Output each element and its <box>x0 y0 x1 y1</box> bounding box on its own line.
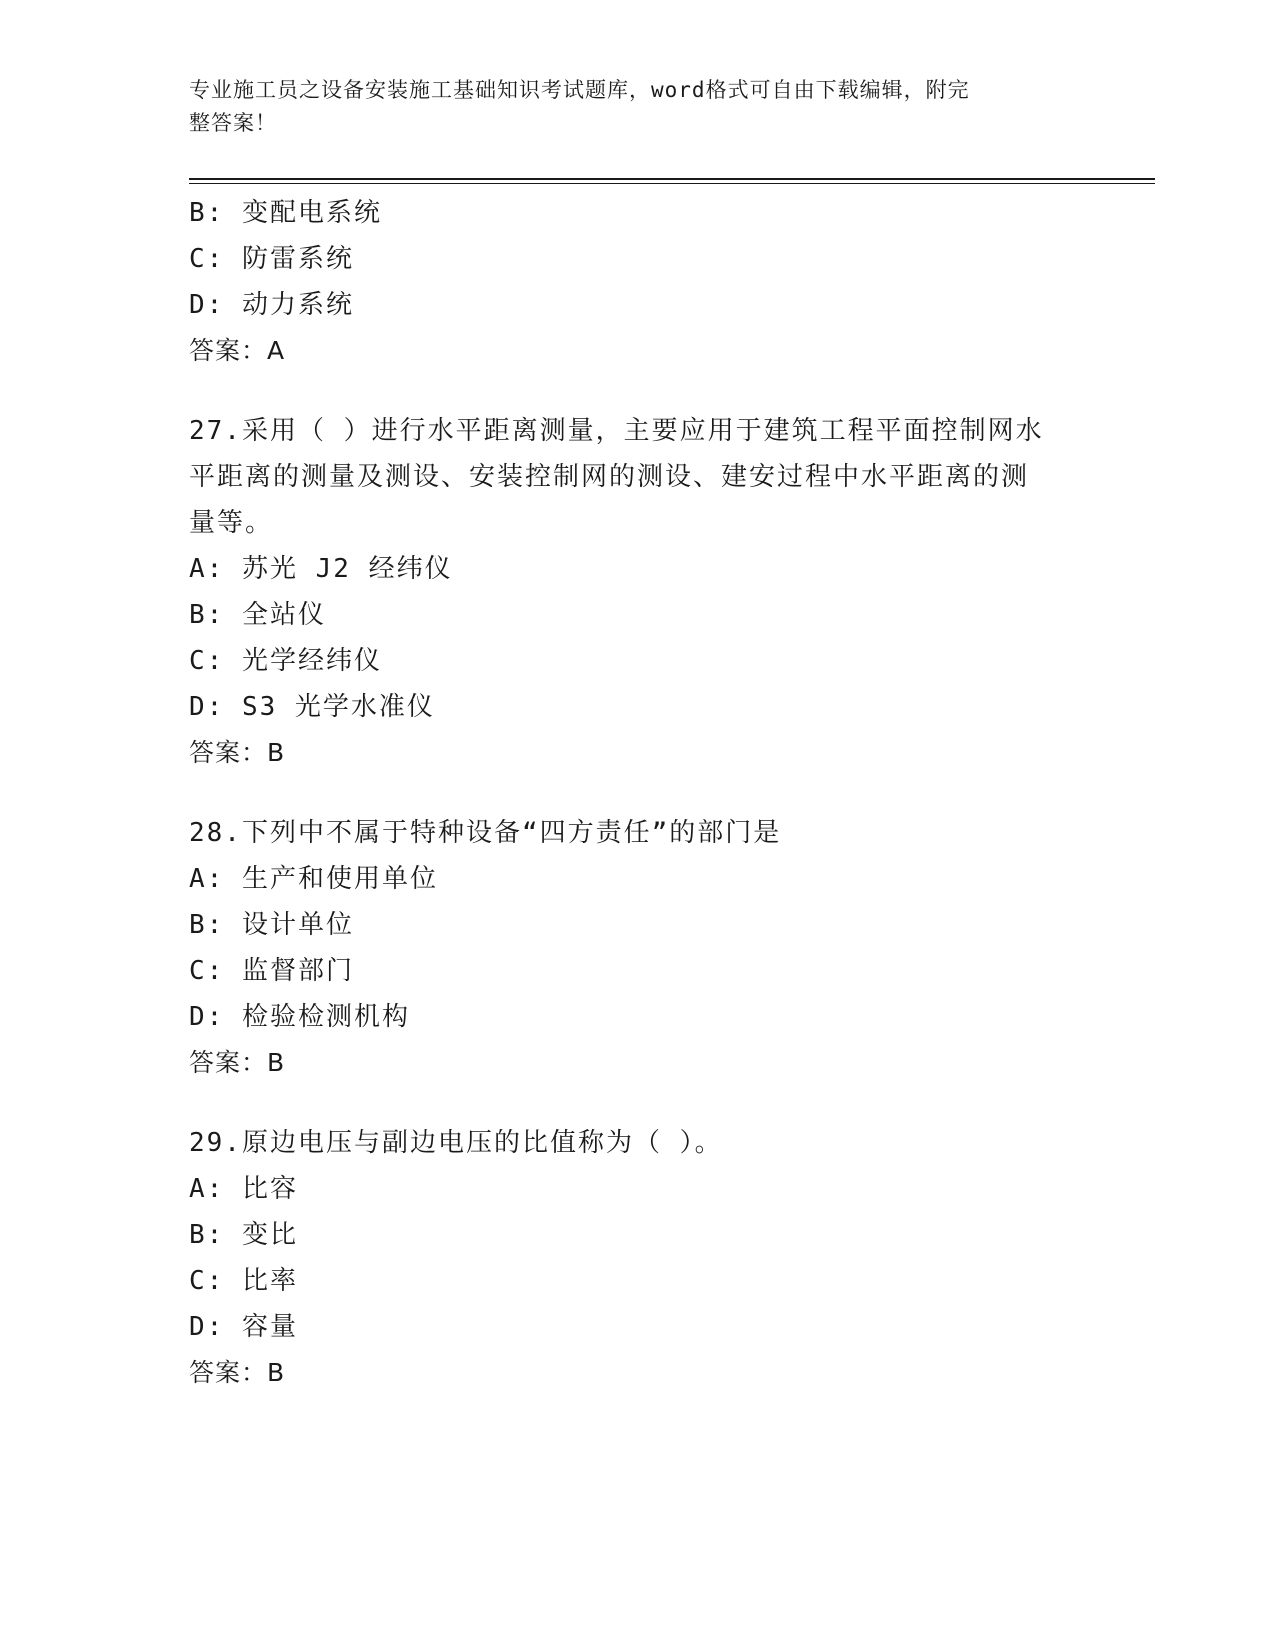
option-a: A: 生产和使用单位 <box>189 864 438 894</box>
question-26-continued <box>189 190 1089 374</box>
option-b: B: 变比 <box>189 1220 298 1250</box>
option-c: C: 监督部门 <box>189 956 354 986</box>
option-d: D: S3 光学水准仪 <box>189 692 435 722</box>
answer: 答案：A <box>189 336 286 365</box>
option-d: D: 容量 <box>189 1312 298 1342</box>
option-b: B: 变配电系统 <box>189 198 382 228</box>
question-29 <box>189 1120 1089 1396</box>
question-stem-line: 28.下列中不属于特种设备“四方责任”的部门是 <box>189 818 782 848</box>
option-c: C: 光学经纬仪 <box>189 646 382 676</box>
answer: 答案：B <box>189 1358 286 1387</box>
option-b: B: 设计单位 <box>189 910 354 940</box>
question-stem-line: 27.采用（ ）进行水平距离测量，主要应用于建筑工程平面控制网水 <box>189 416 1044 446</box>
option-c: C: 比率 <box>189 1266 298 1296</box>
question-list <box>189 190 1089 1396</box>
question-spacer <box>189 1086 1089 1120</box>
option-a: A: 苏光 J2 经纬仪 <box>189 554 453 584</box>
question-stem-line: 量等。 <box>189 508 274 538</box>
question-stem-line: 平距离的测量及测设、安装控制网的测设、建安过程中水平距离的测 <box>189 462 1030 492</box>
option-d: D: 检验检测机构 <box>189 1002 410 1032</box>
option-d: D: 动力系统 <box>189 290 354 320</box>
question-stem-line: 29.原边电压与副边电压的比值称为（ ）。 <box>189 1128 723 1158</box>
answer: 答案：B <box>189 1048 286 1077</box>
header-divider-thick <box>189 178 1155 180</box>
option-b: B: 全站仪 <box>189 600 326 630</box>
header-title-line-2: 整答案！ <box>189 111 277 135</box>
document-header <box>189 74 1069 140</box>
header-divider-thin <box>189 183 1155 184</box>
answer: 答案：B <box>189 738 286 767</box>
option-c: C: 防雷系统 <box>189 244 354 274</box>
question-spacer <box>189 776 1089 810</box>
question-27 <box>189 408 1089 776</box>
header-title-line-1: 专业施工员之设备安装施工基础知识考试题库，word格式可自由下载编辑，附完 <box>189 78 970 102</box>
question-spacer <box>189 374 1089 408</box>
question-28 <box>189 810 1089 1086</box>
option-a: A: 比容 <box>189 1174 298 1204</box>
